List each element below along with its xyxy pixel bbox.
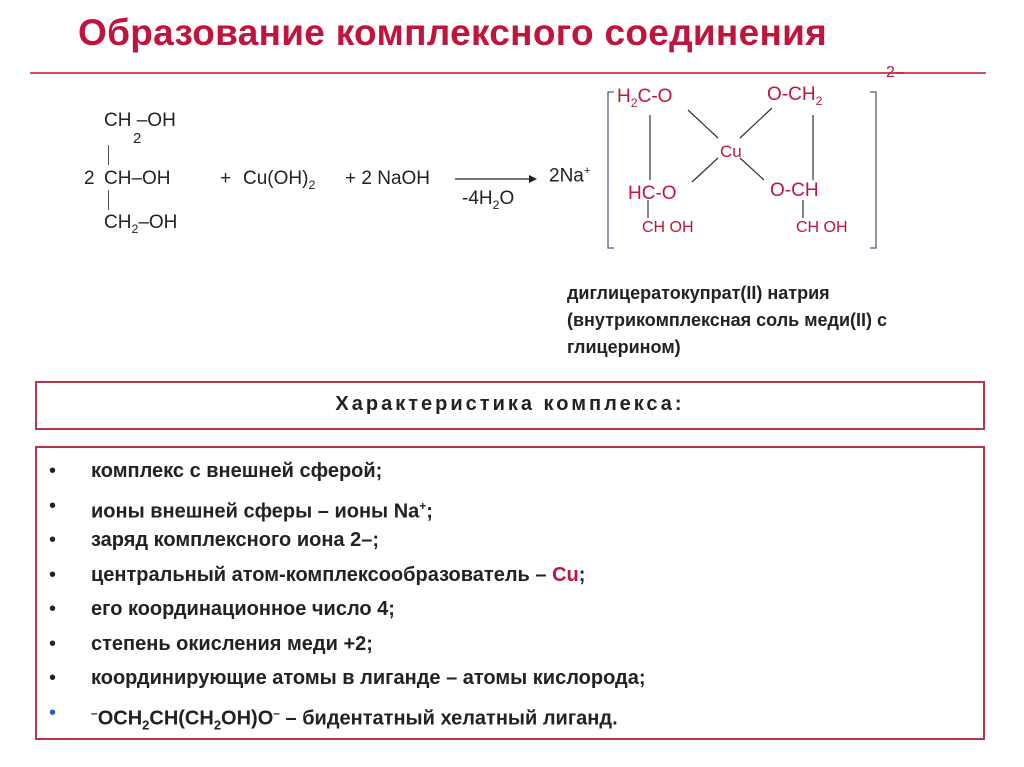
compound-name [567, 280, 887, 361]
characteristics-list-box [35, 446, 985, 740]
copper-center: Cu [720, 142, 742, 161]
list-item: • центральный атом-комплексообразователь – Cu; [49, 563, 586, 586]
choh-right: CH OH [796, 219, 848, 236]
list-item: • ионы внешней сферы – ионы Na+; [49, 494, 433, 523]
h2co-group: $H_2C-O$ [617, 86, 673, 110]
bond-line [108, 190, 109, 210]
choh-left: CH OH [642, 219, 694, 236]
copper-hydroxide: $Cu(OH)_2$ [243, 168, 316, 192]
sodium-hydroxide: + 2 NaOH [345, 168, 431, 189]
ch2oh-top: CH –OH [104, 110, 176, 131]
characteristic-heading: Характеристика комплекса: [335, 393, 685, 415]
hco-group: HC-O [628, 183, 677, 204]
list-item: • комплекс с внешней сферой; [49, 460, 383, 482]
coefficient-2: 2 [84, 168, 95, 189]
och2-group: $O-CH_2$ [767, 84, 823, 108]
plus-sign: + [220, 168, 232, 189]
characteristic-heading-box [35, 381, 985, 430]
ch2oh-top-subscript: 2 [133, 130, 142, 147]
ch2oh-bottom: $CH_2-OH$ [104, 212, 178, 236]
list-item: • его координационное число 4; [49, 598, 395, 620]
list-item: • $^-OCH_2CH(CH_2OH)O^-$ – бидентатный хелатный лиганд. [49, 701, 618, 733]
arrow-label: $-4H_2O$ [462, 188, 515, 212]
title-divider [30, 72, 986, 74]
complex-charge: 2– [886, 64, 904, 81]
reaction-arrow [455, 172, 537, 186]
och-group: O-CH [770, 180, 819, 201]
sodium-cation: 2Na+ [549, 165, 591, 187]
list-item: • заряд комплексного иона 2–; [49, 529, 379, 551]
list-item: • координирующие атомы в лиганде – атомы кислорода; [49, 667, 646, 689]
bond-line [108, 145, 109, 165]
compound-name-line: диглицератокупрат(II) натрия [567, 283, 830, 303]
choh: CH–OH [104, 168, 171, 189]
compound-name-line: (внутрикомплексная соль меди(II) с [567, 310, 888, 330]
characteristics-list [45, 456, 646, 732]
compound-name-line: глицерином) [567, 337, 681, 357]
page-title: Образование комплексного соединения [78, 12, 828, 53]
list-item: • степень окисления меди +2; [49, 632, 373, 655]
